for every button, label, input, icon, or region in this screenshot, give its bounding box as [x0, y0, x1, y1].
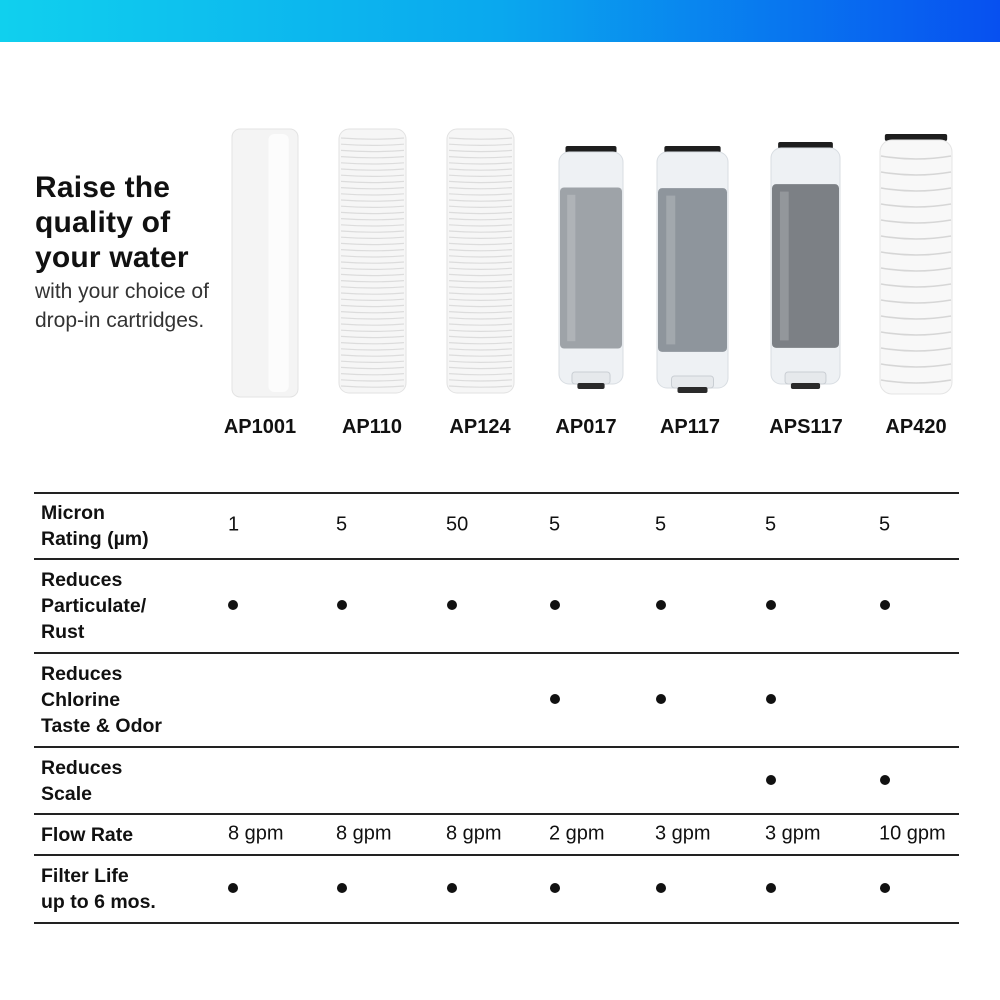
check-dot	[337, 883, 347, 893]
spec-row-label: Reduces Particulate/ Rust	[41, 569, 147, 643]
spec-value: 2 gpm	[549, 822, 605, 844]
spec-value: 1	[228, 513, 240, 536]
spec-cell	[760, 747, 873, 814]
spec-value: 5	[765, 513, 777, 536]
spec-value: 3 gpm	[655, 822, 711, 844]
spec-cell	[760, 493, 873, 559]
spec-cell	[544, 747, 650, 814]
spec-value: 50	[446, 513, 469, 536]
model-label-ap124: AP124	[449, 416, 511, 438]
spec-cell	[440, 653, 544, 747]
spec-row-label: Flow Rate	[41, 823, 134, 846]
spec-row	[34, 747, 959, 814]
spec-cell	[650, 747, 760, 814]
spec-row-label: Filter Life up to 6 mos.	[41, 865, 156, 913]
check-dot	[880, 883, 890, 893]
spec-value: 8 gpm	[446, 822, 502, 844]
check-dot	[447, 883, 457, 893]
spec-value: 8 gpm	[228, 822, 284, 844]
spec-value: 8 gpm	[336, 822, 392, 844]
check-dot	[447, 600, 457, 610]
spec-cell	[873, 653, 959, 747]
spec-cell	[222, 559, 330, 653]
top-gradient-banner	[0, 0, 1000, 42]
spec-row-label: Reduces Scale	[41, 756, 123, 805]
spec-cell	[760, 855, 873, 923]
spec-cell	[650, 653, 760, 747]
spec-value: 5	[549, 513, 561, 536]
check-dot	[550, 694, 560, 704]
spec-value: 3 gpm	[765, 822, 821, 844]
spec-cell	[760, 559, 873, 653]
spec-row	[34, 559, 959, 653]
spec-row	[34, 653, 959, 747]
spec-value: 5	[336, 513, 348, 536]
check-dot	[228, 883, 238, 893]
check-dot	[880, 775, 890, 785]
model-label-ap420: AP420	[885, 416, 947, 438]
cartridge-ap124-image	[446, 128, 515, 394]
headline: Raise the quality of your water	[35, 171, 189, 274]
check-dot	[550, 600, 560, 610]
spec-cell	[222, 653, 330, 747]
check-dot	[337, 600, 347, 610]
spec-cell	[330, 653, 440, 747]
spec-value: 5	[655, 513, 667, 536]
model-label-ap110: AP110	[341, 416, 403, 438]
spec-row-label: Micron Rating (µm)	[41, 502, 149, 550]
spec-value: 5	[879, 513, 891, 536]
check-dot	[656, 883, 666, 893]
spec-cell	[222, 747, 330, 814]
check-dot	[656, 600, 666, 610]
check-dot	[656, 694, 666, 704]
spec-cell	[330, 747, 440, 814]
spec-row-label: Reduces Chlorine Taste & Odor	[41, 663, 162, 737]
spec-cell	[650, 559, 760, 653]
check-dot	[766, 694, 776, 704]
spec-row	[34, 493, 959, 559]
cartridge-ap110-image	[338, 128, 407, 394]
check-dot	[550, 883, 560, 893]
model-label-aps117: APS117	[769, 416, 843, 438]
spec-cell	[650, 493, 760, 559]
spec-value: 10 gpm	[879, 822, 946, 844]
cartridge-ap017-image	[557, 146, 625, 390]
model-label-ap017: AP017	[555, 416, 617, 438]
spec-cell	[222, 855, 330, 923]
check-dot	[228, 600, 238, 610]
check-dot	[880, 600, 890, 610]
cartridge-ap117-image	[655, 146, 730, 394]
cartridge-aps117-image	[769, 142, 842, 390]
spec-cell	[650, 855, 760, 923]
cartridge-ap420-image	[878, 134, 954, 396]
cartridge-ap1001-image	[231, 128, 299, 398]
check-dot	[766, 600, 776, 610]
spec-row	[34, 855, 959, 923]
check-dot	[766, 775, 776, 785]
spec-cell	[760, 653, 873, 747]
check-dot	[766, 883, 776, 893]
spec-cell	[440, 747, 544, 814]
model-label-ap117: AP117	[659, 416, 721, 438]
spec-comparison-table	[34, 492, 959, 924]
subheadline: with your choice of drop-in cartridges.	[35, 280, 209, 332]
model-label-ap1001: AP1001	[223, 416, 297, 438]
